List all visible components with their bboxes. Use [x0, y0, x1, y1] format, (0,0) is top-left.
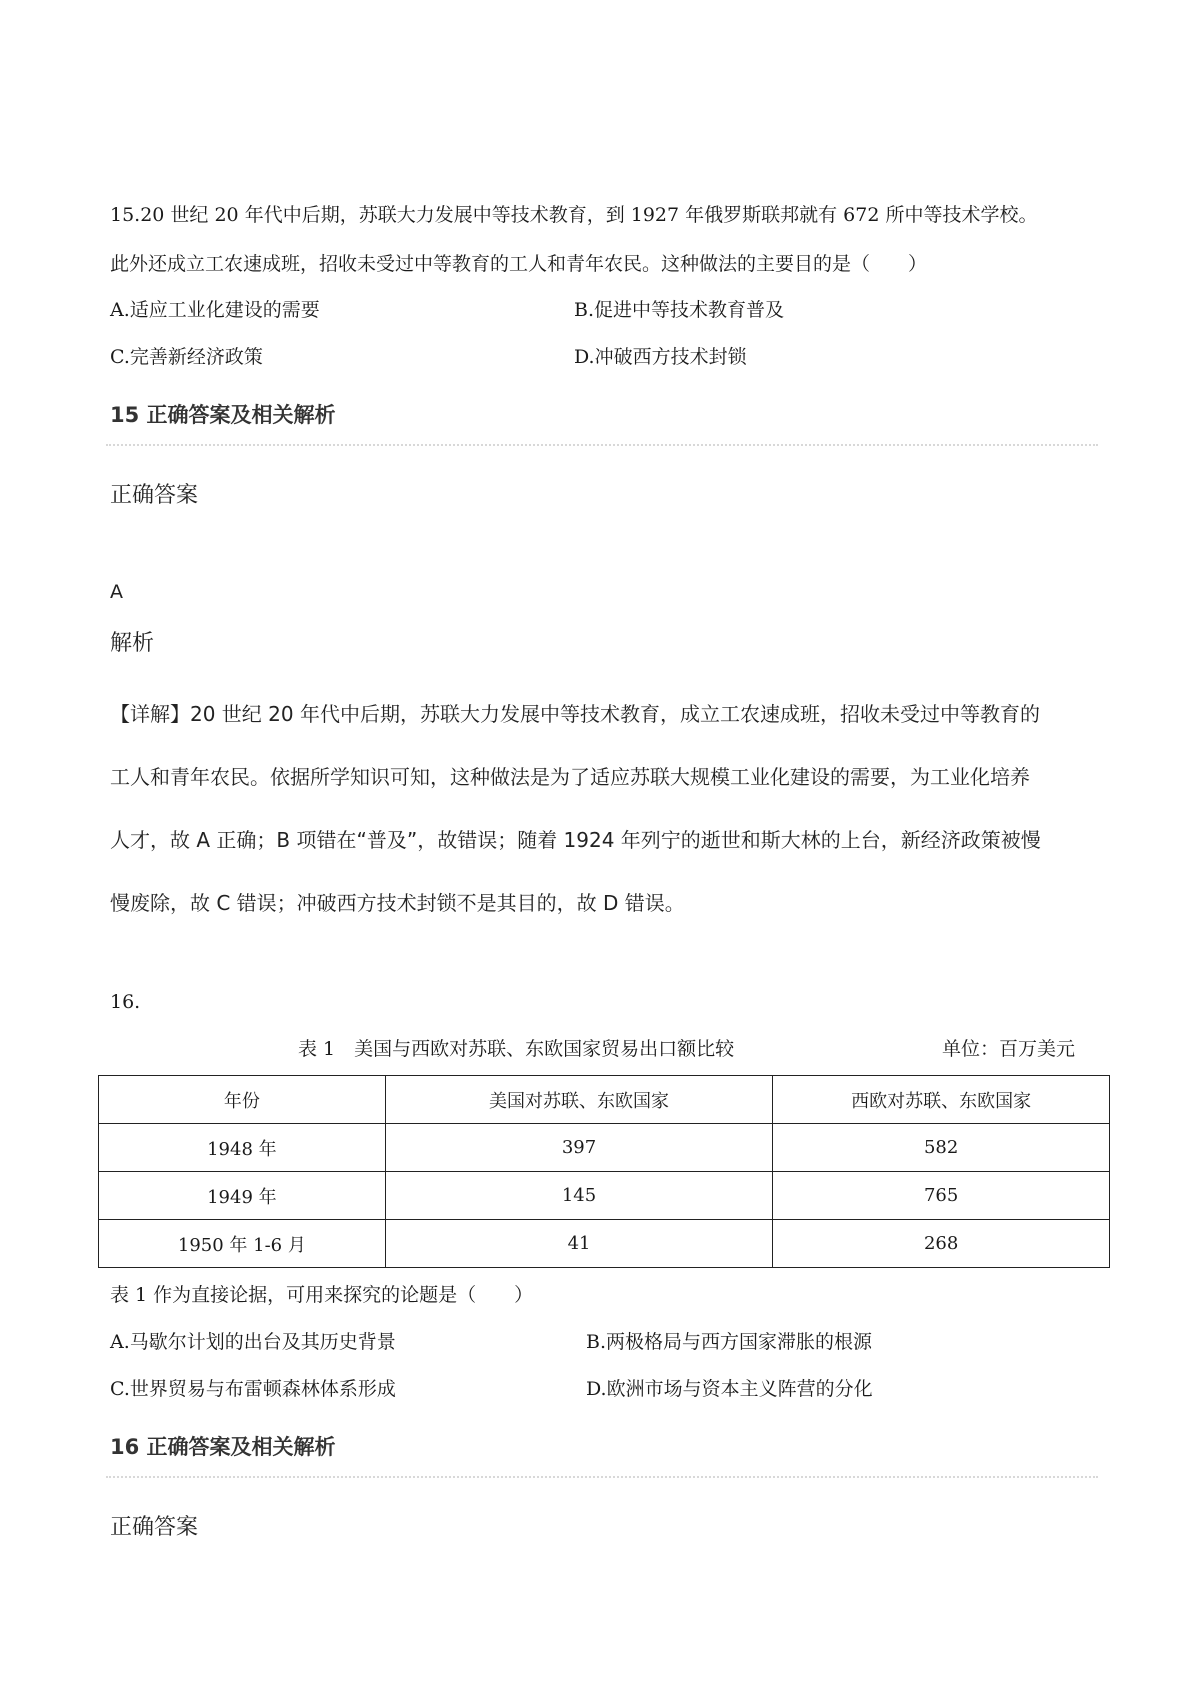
trade-table [98, 1075, 1110, 1268]
table-header-cell: 美国对苏联、东欧国家 [385, 1076, 773, 1124]
q15-analysis-line-2: 工人和青年农民。依据所学知识可知，这种做法是为了适应苏联大规模工业化建设的需要，为工业化培养 [110, 765, 1030, 789]
table-cell-us: 397 [385, 1124, 773, 1172]
q16-option-b: B.两极格局与西方国家滞胀的根源 [586, 1331, 873, 1353]
q16-section-divider [106, 1476, 1098, 1478]
q15-analysis-label: 解析 [110, 631, 155, 656]
q15-analysis-line-4: 慢废除，故 C 错误；冲破西方技术封锁不是其目的，故 D 错误。 [110, 891, 685, 915]
q15-answer-section-heading: 15 正确答案及相关解析 [110, 403, 336, 427]
q16-option-c: C.世界贸易与布雷顿森林体系形成 [110, 1378, 396, 1400]
q15-stem-line-1: 15.20 世纪 20 年代中后期，苏联大力发展中等技术教育，到 1927 年俄罗斯联邦就有 672 所中等技术学校。 [110, 204, 1038, 226]
table-row [99, 1220, 1110, 1268]
q16-number: 16. [110, 991, 141, 1013]
table-cell-west-europe: 765 [773, 1172, 1110, 1220]
q16-table-unit: 单位：百万美元 [942, 1038, 1076, 1060]
q15-stem-line-2: 此外还成立工农速成班，招收未受过中等教育的工人和青年农民。这种做法的主要目的是（ ） [110, 253, 928, 275]
table-cell-year: 1949 年 [99, 1172, 386, 1220]
table-cell-west-europe: 582 [773, 1124, 1110, 1172]
q15-option-a: A.适应工业化建设的需要 [110, 299, 320, 321]
table-cell-year: 1948 年 [99, 1124, 386, 1172]
q16-answer-section-heading: 16 正确答案及相关解析 [110, 1435, 336, 1459]
q16-table-caption: 表 1 美国与西欧对苏联、东欧国家贸易出口额比较 [298, 1038, 735, 1060]
q16-stem: 表 1 作为直接论据，可用来探究的论题是（ ） [110, 1284, 534, 1306]
q15-section-divider [106, 444, 1098, 446]
table-cell-west-europe: 268 [773, 1220, 1110, 1268]
table-row [99, 1172, 1110, 1220]
table-cell-us: 145 [385, 1172, 773, 1220]
table-header-cell: 年份 [99, 1076, 386, 1124]
q15-option-b: B.促进中等技术教育普及 [574, 299, 785, 321]
q16-answer-label: 正确答案 [110, 1515, 199, 1540]
table-cell-year: 1950 年 1-6 月 [99, 1220, 386, 1268]
q15-answer-value: A [110, 581, 123, 603]
q16-option-a: A.马歇尔计划的出台及其历史背景 [110, 1331, 396, 1353]
q15-analysis-line-1: 【详解】20 世纪 20 年代中后期，苏联大力发展中等技术教育，成立工农速成班，招收未受过中等教育的 [110, 702, 1040, 726]
table-header-cell: 西欧对苏联、东欧国家 [773, 1076, 1110, 1124]
q15-option-c: C.完善新经济政策 [110, 346, 263, 368]
table-cell-us: 41 [385, 1220, 773, 1268]
q15-option-d: D.冲破西方技术封锁 [574, 346, 747, 368]
table-header-row [99, 1076, 1110, 1124]
table-row [99, 1124, 1110, 1172]
q15-answer-label: 正确答案 [110, 483, 199, 508]
q15-analysis-line-3: 人才，故 A 正确；B 项错在“普及”，故错误；随着 1924 年列宁的逝世和斯大林的上台，新经济政策被慢 [110, 828, 1041, 852]
q16-option-d: D.欧洲市场与资本主义阵营的分化 [586, 1378, 873, 1400]
